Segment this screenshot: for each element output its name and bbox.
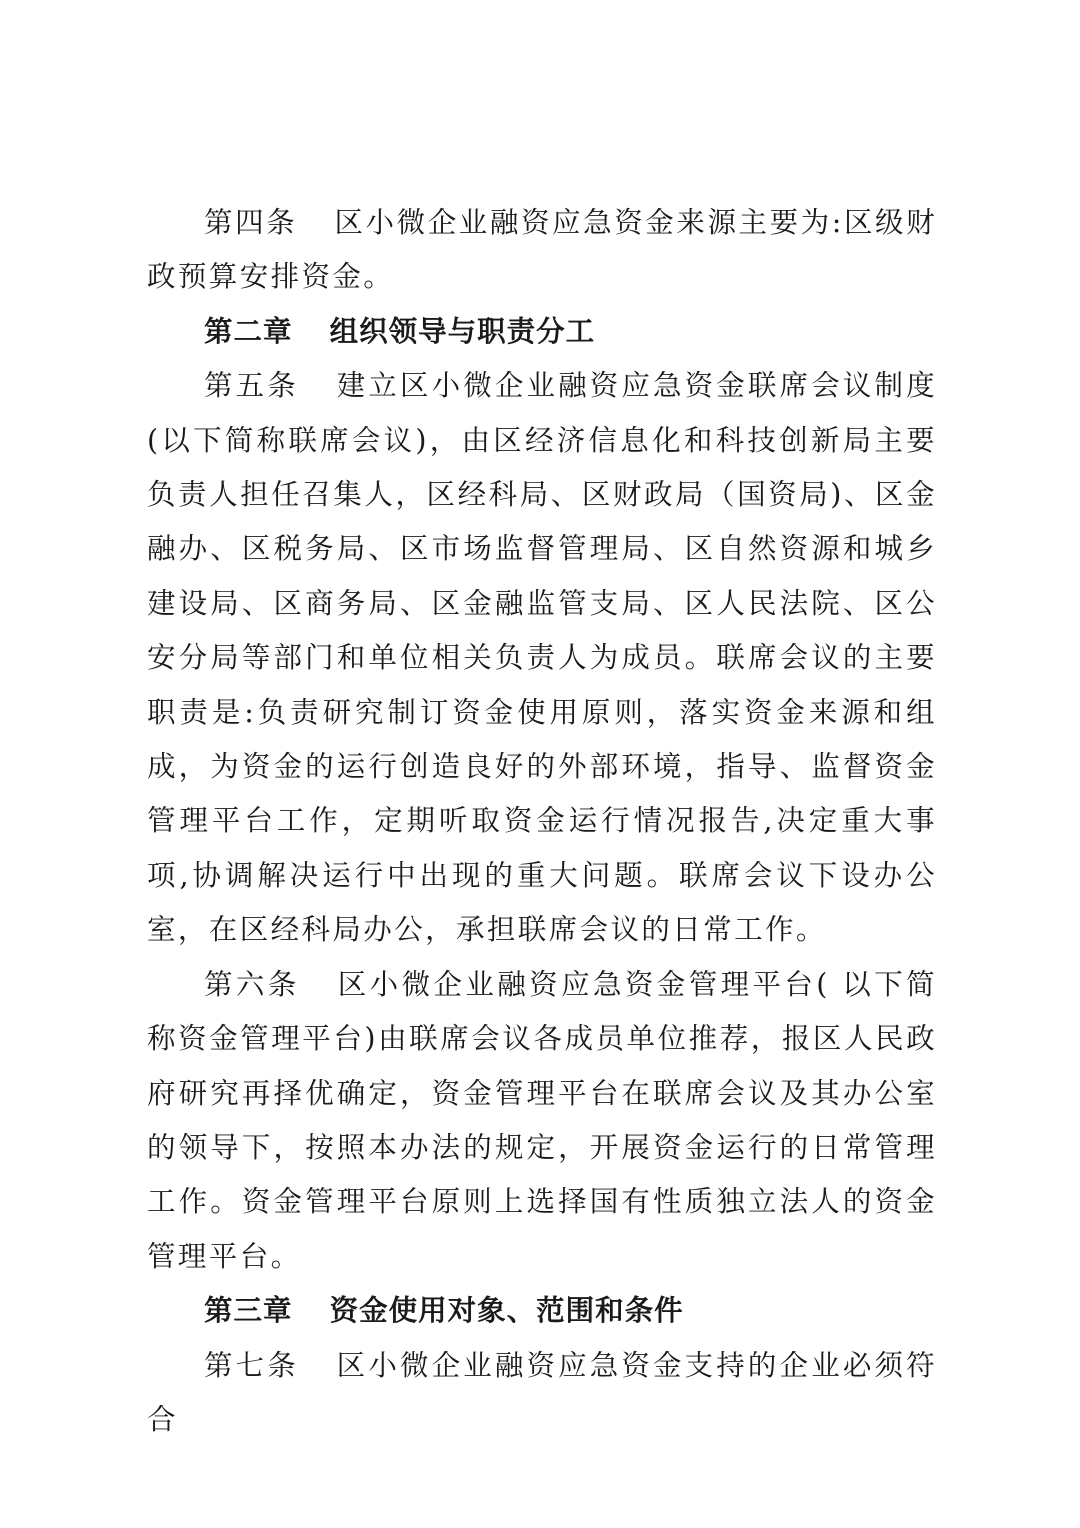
article-5-text: 建立区小微企业融资应急资金联席会议制度(以下简称联席会议)，由区经济信息化和科技创新局主要负责人担任召集人，区经科局、区财政局（国资局)、区金融办、区税务局、区市场监督管理局、区自然资源和城乡建设局、区商务局、区金融监管支局、区人民法院、区公安分局等部门和单位相关负责人为成员。联席会议的主要职责是:负责研究制订资金使用原则，落实资金来源和组成，为资金的运行创造良好的外部环境，指导、监督资金管理平台工作，定期听取资金运行情况报告,决定重大事项,协调解决运行中出现的重大问题。联席会议下设办公室，在区经科局办公，承担联席会议的日常工作。 xyxy=(147,369,937,947)
chapter-3-heading xyxy=(147,1284,937,1338)
article-5-label: 第五条 xyxy=(204,369,299,403)
document-body xyxy=(147,196,937,1447)
article-7-text: 区小微企业融资应急资金支持的企业必须符合 xyxy=(147,1348,937,1436)
chapter-2-title: 组织领导与职责分工 xyxy=(329,314,596,348)
chapter-2-label: 第二章 xyxy=(204,314,293,348)
article-5-paragraph xyxy=(147,359,937,957)
article-6-text: 区小微企业融资应急资金管理平台( 以下简称资金管理平台)由联席会议各成员单位推荐，报区人民政府研究再择优确定，资金管理平台在联席会议及其办公室的领导下，按照本办法的规定，开展资金运行的日常管理工作。资金管理平台原则上选择国有性质独立法人的资金管理平台。 xyxy=(147,967,937,1273)
chapter-2-heading xyxy=(147,305,937,359)
article-4-text: 区小微企业融资应急资金来源主要为:区级财政预算安排资金。 xyxy=(147,206,938,294)
article-6-label: 第六条 xyxy=(204,967,300,1001)
chapter-3-label: 第三章 xyxy=(204,1294,293,1328)
article-7-label: 第七条 xyxy=(204,1348,299,1382)
article-4-paragraph xyxy=(147,196,937,305)
article-7-paragraph xyxy=(147,1339,937,1448)
article-4-label: 第四条 xyxy=(204,206,298,239)
article-6-paragraph xyxy=(147,958,937,1284)
chapter-3-title: 资金使用对象、范围和条件 xyxy=(329,1294,684,1328)
